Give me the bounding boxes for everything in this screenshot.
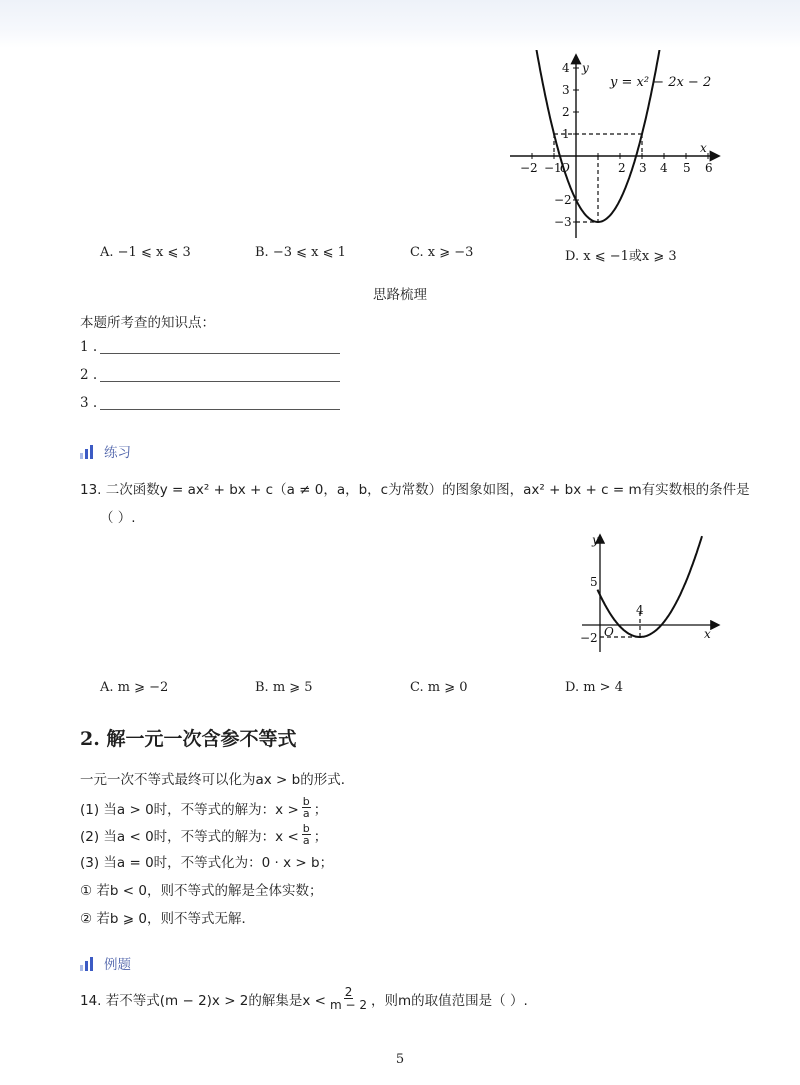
fraction-numerator: b (302, 795, 310, 808)
idea-title: 思路梳理 (373, 287, 427, 303)
graph-parabola-1 (500, 50, 730, 240)
origin-label: O (604, 625, 614, 639)
label-neg2: −2 (580, 631, 598, 645)
x-tick-label: 3 (639, 161, 647, 175)
case-3: (3) 当a = 0时，不等式化为：0 · x > b； (80, 855, 334, 871)
parabola-curve-2 (598, 536, 703, 637)
example-tag (80, 953, 131, 973)
x-tick-label: −1 (544, 161, 562, 175)
x-tick-label: 6 (705, 161, 713, 175)
question-13-bracket: （ ）. (100, 510, 136, 526)
case-1-text: (1) 当a > 0时，不等式的解为：x > (80, 801, 299, 818)
y-tick-label: 2 (562, 105, 570, 119)
bar-chart-icon (80, 957, 98, 971)
x-axis-label: x (700, 141, 707, 155)
y-tick-label: −3 (554, 215, 572, 229)
question-14 (80, 986, 528, 1011)
case-2-text: (2) 当a < 0时，不等式的解为：x < (80, 828, 299, 845)
blank-label-2: 2 . (80, 367, 98, 383)
practice-tag (80, 441, 131, 461)
label-4: 4 (636, 603, 644, 617)
bar-chart-icon (80, 445, 98, 459)
blank-label-1: 1 . (80, 339, 98, 355)
case-2 (80, 823, 327, 846)
answer-blank-2[interactable] (100, 381, 340, 382)
blank-label-3: 3 . (80, 395, 98, 411)
answer-blank-3[interactable] (100, 409, 340, 410)
fraction-numerator: 2 (344, 985, 353, 999)
sub-case-1: ① 若b < 0，则不等式的解是全体实数； (80, 883, 323, 899)
option-a[interactable]: A. −1 ⩽ x ⩽ 3 (100, 245, 191, 260)
practice-tag-label: 练习 (104, 445, 131, 461)
example-tag-label: 例题 (104, 957, 131, 973)
option-c[interactable]: C. m ⩾ 0 (410, 680, 468, 695)
y-tick-label: 1 (562, 127, 570, 141)
label-5: 5 (590, 575, 598, 589)
x-tick-label: 5 (683, 161, 691, 175)
x-tick-label: 2 (618, 161, 626, 175)
fraction-denominator: a (302, 834, 310, 847)
fraction-b-over-a (302, 823, 311, 846)
option-a[interactable]: A. m ⩾ −2 (100, 680, 169, 695)
function-formula: y = x² − 2x − 2 (610, 75, 712, 90)
semicolon: ； (313, 828, 328, 845)
question-13-text: 13. 二次函数y = ax² + bx + c（a ≠ 0，a，b，c为常数）的图象如图，ax² + bx + c = m有实数根的条件是 (80, 482, 750, 498)
page-number: 5 (395, 1052, 405, 1067)
x-tick-label: −2 (520, 161, 538, 175)
x-axis-label: x (704, 627, 711, 641)
fraction-b-over-a (302, 796, 311, 819)
sub-case-2: ② 若b ⩾ 0，则不等式无解． (80, 911, 255, 927)
fraction-denominator: a (302, 807, 310, 820)
option-d[interactable]: D. x ⩽ −1或x ⩾ 3 (565, 249, 677, 264)
option-c[interactable]: C. x ⩾ −3 (410, 245, 474, 260)
question-14-text: 14. 若不等式(m − 2)x > 2的解集是x < (80, 992, 326, 1009)
answer-blank-1[interactable] (100, 353, 340, 354)
x-tick-label: 4 (660, 161, 668, 175)
fraction-numerator: b (302, 822, 310, 835)
fraction-denominator: m − 2 (330, 998, 368, 1012)
section-title: 2. 解一元一次含参不等式 (80, 728, 297, 750)
case-1 (80, 796, 327, 819)
origin-label: O (560, 161, 570, 175)
y-tick-label: −2 (554, 193, 572, 207)
semicolon: ； (313, 801, 328, 818)
question-14-suffix: ，则m的取值范围是（ ）. (371, 992, 528, 1009)
page-header-band (0, 0, 800, 48)
option-b[interactable]: B. m ⩾ 5 (255, 680, 313, 695)
knowledge-label: 本题所考查的知识点： (80, 315, 215, 331)
y-axis-label: y (592, 533, 599, 547)
fraction-2-over-m-minus-2 (329, 986, 368, 1011)
y-tick-label: 4 (562, 61, 570, 75)
graph-parabola-2 (570, 530, 730, 655)
option-d[interactable]: D. m > 4 (565, 680, 623, 695)
y-tick-label: 3 (562, 83, 570, 97)
y-axis-label: y (582, 61, 589, 75)
section-intro: 一元一次不等式最终可以化为ax > b的形式． (80, 772, 355, 788)
option-b[interactable]: B. −3 ⩽ x ⩽ 1 (255, 245, 346, 260)
